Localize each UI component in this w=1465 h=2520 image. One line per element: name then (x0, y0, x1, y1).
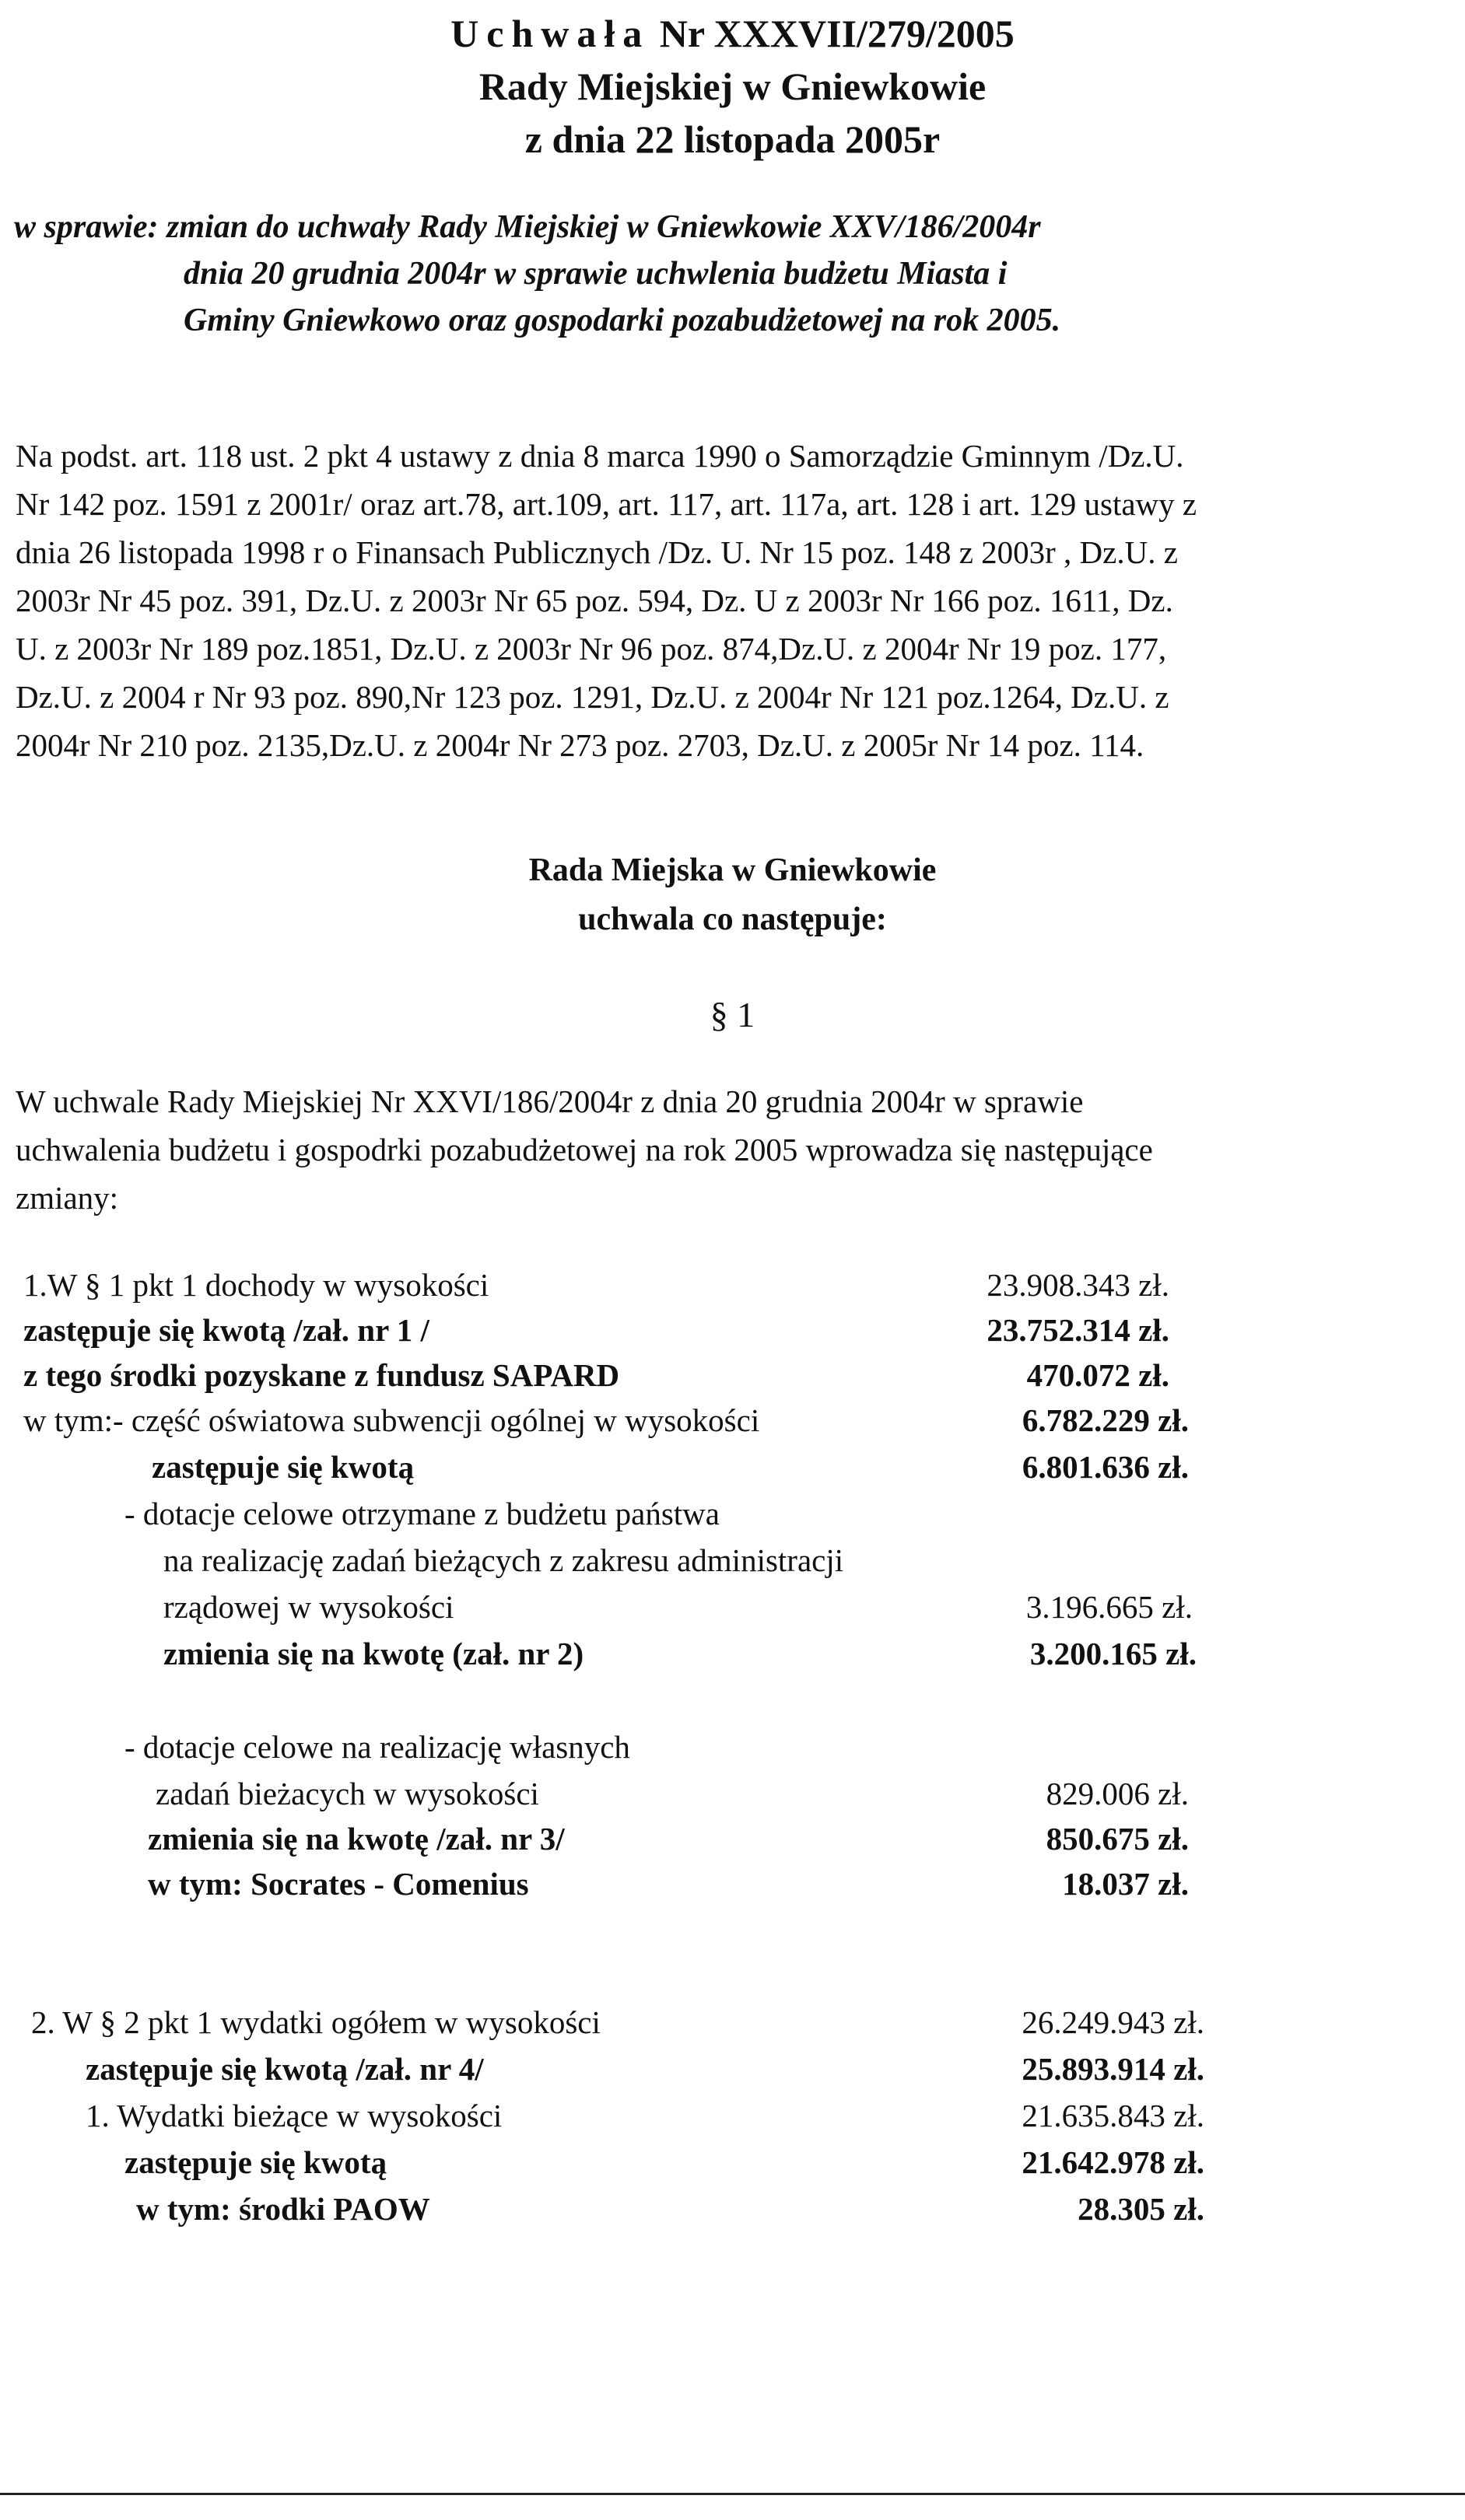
page-bottom-rule (0, 2493, 1465, 2495)
basis-line: Na podst. art. 118 ust. 2 pkt 4 ustawy z dnia 8 marca 1990 o Samorządzie Gminnym /Dz.U. (16, 438, 1184, 474)
item-label: w tym: Socrates - Comenius (148, 1866, 529, 1902)
item-label: zastępuje się kwotą (152, 1449, 415, 1485)
basis-line: Nr 142 poz. 1591 z 2001r/ oraz art.78, art.109, art. 117, art. 117a, art. 128 i art. 129 ustawy z (16, 486, 1197, 522)
resolves-heading: uchwala co następuje: (578, 901, 887, 937)
subject-line: dnia 20 grudnia 2004r w sprawie uchwlenia budżetu Miasta i (184, 256, 1008, 292)
item-label: 2. W § 2 pkt 1 wydatki ogółem w wysokości (31, 2004, 601, 2040)
item-label: zmienia się na kwotę /zał. nr 3/ (148, 1821, 565, 1857)
item-amount: 21.635.843 zł. (1022, 2098, 1204, 2133)
item-label: 1.W § 1 pkt 1 dochody w wysokości (23, 1267, 489, 1303)
subject-line: Gminy Gniewkowo oraz gospodarki pozabudżetowej na rok 2005. (184, 303, 1061, 338)
item-amount: 26.249.943 zł. (1022, 2004, 1204, 2040)
item-amount: 28.305 zł. (1078, 2191, 1204, 2227)
item-label: 1. Wydatki bieżące w wysokości (86, 2098, 503, 2133)
resolution-number: Uchwała Nr XXXVII/279/2005 (450, 12, 1015, 55)
item-label: na realizację zadań bieżących z zakresu administracji (163, 1542, 844, 1578)
intro-line: W uchwale Rady Miejskiej Nr XXVI/186/2004r z dnia 20 grudnia 2004r w sprawie (16, 1083, 1084, 1119)
item-amount: 850.675 zł. (1046, 1821, 1189, 1857)
basis-line: dnia 26 listopada 1998 r o Finansach Publicznych /Dz. U. Nr 15 poz. 148 z 2003r , Dz.U. z (16, 534, 1178, 570)
basis-line: 2004r Nr 210 poz. 2135,Dz.U. z 2004r Nr 273 poz. 2703, Dz.U. z 2005r Nr 14 poz. 114. (16, 727, 1144, 763)
item-amount: 6.782.229 zł. (1022, 1402, 1189, 1438)
intro-line: zmiany: (16, 1180, 119, 1216)
intro-line: uchwalenia budżetu i gospodrki pozabudżetowej na rok 2005 wprowadza się następujące (16, 1132, 1153, 1167)
item-label: zastępuje się kwotą /zał. nr 1 / (23, 1312, 429, 1348)
subject-block (14, 204, 1060, 344)
item-amount: 25.893.914 zł. (1022, 2051, 1204, 2087)
item-label: - dotacje celowe otrzymane z budżetu państwa (124, 1496, 720, 1531)
legal-basis (16, 432, 1455, 769)
intro-paragraph (16, 1077, 1447, 1222)
subject-line: w sprawie: zmian do uchwały Rady Miejskiej w Gniewkowie XXV/186/2004r (14, 209, 1041, 245)
item-label: zastępuje się kwotą /zał. nr 4/ (86, 2051, 484, 2087)
item-amount: 3.196.665 zł. (1025, 1589, 1193, 1625)
resolution-date: z dnia 22 listopada 2005r (524, 117, 941, 161)
item-amount: 3.200.165 zł. (1029, 1636, 1197, 1671)
item-amount: 470.072 zł. (1026, 1357, 1169, 1393)
item-amount: 23.908.343 zł. (987, 1267, 1169, 1303)
item-label: zastępuje się kwotą (124, 2144, 387, 2180)
item-amount: 6.801.636 zł. (1022, 1449, 1189, 1485)
item-label: z tego środki pozyskane z fundusz SAPARD (23, 1357, 620, 1393)
council-heading: Rada Miejska w Gniewkowie (528, 852, 937, 888)
item-amount: 829.006 zł. (1046, 1776, 1189, 1811)
item-label: zmienia się na kwotę (zał. nr 2) (163, 1636, 584, 1671)
item-amount: 21.642.978 zł. (1022, 2144, 1204, 2180)
item-label: zadań bieżacych w wysokości (156, 1776, 539, 1811)
item-label: - dotacje celowe na realizację własnych (124, 1729, 630, 1765)
item-label: w tym:- część oświatowa subwencji ogólnej w wysokości (23, 1402, 760, 1438)
item-amount: 18.037 zł. (1062, 1866, 1189, 1902)
basis-line: U. z 2003r Nr 189 poz.1851, Dz.U. z 2003r Nr 96 poz. 874,Dz.U. z 2004r Nr 19 poz. 177, (16, 631, 1167, 667)
basis-line: 2003r Nr 45 poz. 391, Dz.U. z 2003r Nr 65 poz. 594, Dz. U z 2003r Nr 166 poz. 1611, Dz. (16, 583, 1173, 618)
basis-line: Dz.U. z 2004 r Nr 93 poz. 890,Nr 123 poz. 1291, Dz.U. z 2004r Nr 121 poz.1264, Dz.U. z (16, 679, 1169, 715)
item-label: rządowej w wysokości (163, 1589, 454, 1625)
item-label: w tym: środki PAOW (136, 2191, 430, 2227)
section-mark: § 1 (710, 995, 755, 1034)
council-name: Rady Miejskiej w Gniewkowie (478, 65, 987, 108)
item-amount: 23.752.314 zł. (987, 1312, 1169, 1348)
